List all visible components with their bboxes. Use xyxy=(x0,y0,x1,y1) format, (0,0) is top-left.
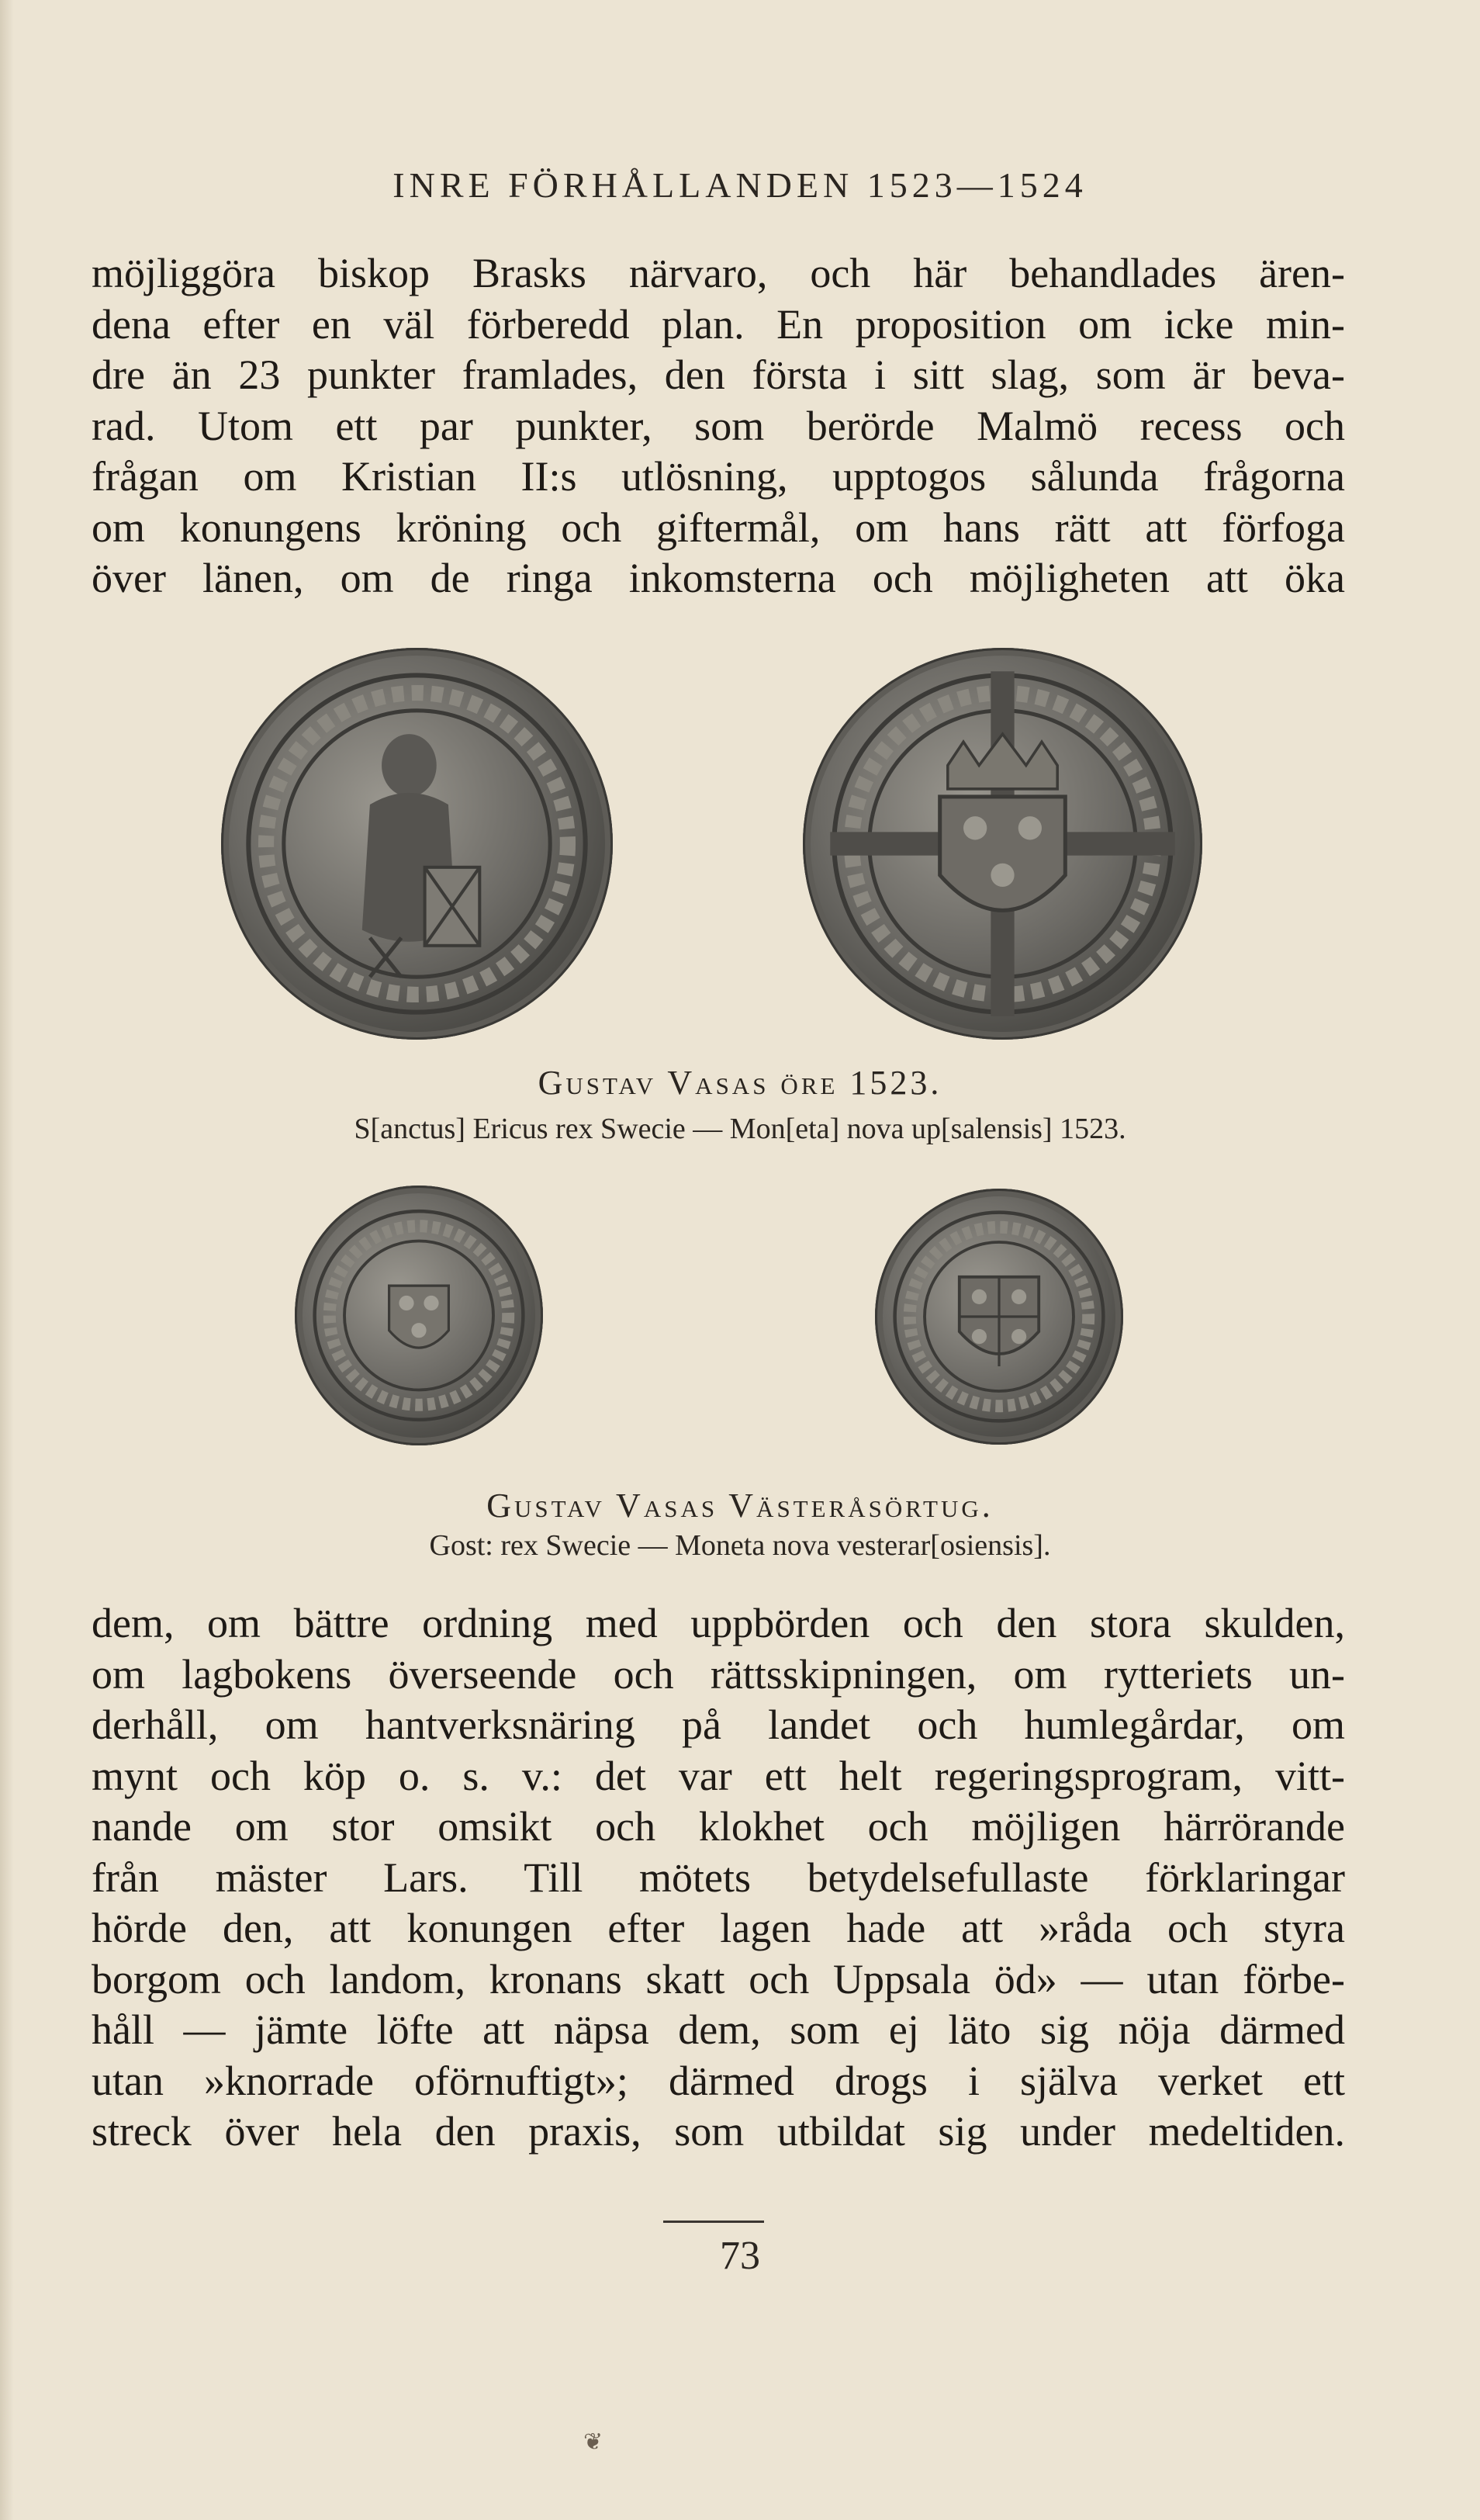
text-line: över länen, om de ringa inkomsterna och möjligheten att öka xyxy=(92,555,1345,601)
coin-ore-obverse-image xyxy=(221,648,613,1040)
text-line: om konungens kröning och giftermål, om hans rätt att förfoga xyxy=(92,504,1345,551)
text-line: frågan om Kristian II:s utlösning, upptogos sålunda frågorna xyxy=(92,453,1345,500)
text-line: nande om stor omsikt och klokhet och möjligen härrörande xyxy=(92,1803,1345,1850)
text-line: derhåll, om hantverksnäring på landet och humlegårdar, om xyxy=(92,1701,1345,1748)
paragraph-1 xyxy=(92,248,1345,604)
figure-2-title xyxy=(0,1486,1480,1525)
page-number: 73 xyxy=(720,2234,760,2278)
text-line: möjliggöra biskop Brasks närvaro, och här behandlades ären- xyxy=(92,250,1345,296)
figure-2-subtitle: Gost: rex Swecie — Moneta nova vesterar[osiensis]. xyxy=(429,1529,1051,1562)
ink-mark-icon: ❦ xyxy=(583,2429,603,2455)
text-line: håll — jämte löfte att näpsa dem, som ej läto sig nöja därmed xyxy=(92,2006,1345,2053)
text-line: dena efter en väl förberedd plan. En proposition om icke min- xyxy=(92,300,1345,348)
text-line: streck över hela den praxis, som utbildat sig under medeltiden. xyxy=(92,2108,1345,2155)
text-line: dem, om bättre ordning med uppbörden och den stora skulden, xyxy=(92,1600,1345,1646)
text-line: från mäster Lars. Till mötets betydelsefullaste förklaringar xyxy=(92,1854,1345,1901)
text-line: utan »knorrade oförnuftigt»; därmed drogs i själva verket ett xyxy=(92,2057,1345,2104)
text-line: hörde den, att konungen efter lagen hade att »råda och styra xyxy=(92,1905,1345,1951)
folio-rule xyxy=(663,2221,764,2223)
text-line: borgom och landom, kronans skatt och Uppsala öd» — utan förbe- xyxy=(92,1955,1345,2002)
text-line: om lagbokens överseende och rättsskipningen, om rytteriets un- xyxy=(92,1650,1345,1698)
figure-1-title-text: Gustav Vasas öre 1523. xyxy=(538,1064,942,1102)
text-line: rad. Utom ett par punkter, som berörde Malmö recess och xyxy=(92,402,1345,449)
coin-ore-reverse-image xyxy=(803,648,1202,1040)
text-line: mynt och köp o. s. v.: det var ett helt regeringsprogram, vitt- xyxy=(92,1752,1345,1799)
running-head: INRE FÖRHÅLLANDEN 1523—1524 xyxy=(392,165,1088,205)
figure-2-title-text: Gustav Vasas Västeråsörtug. xyxy=(486,1487,994,1525)
paragraph-2 xyxy=(92,1598,1345,2158)
page-edge xyxy=(0,0,14,2520)
figure-1-title xyxy=(0,1063,1480,1102)
coin-ortug-reverse-image xyxy=(875,1189,1123,1445)
coin-ortug-obverse-image xyxy=(295,1186,543,1445)
text-line: dre än 23 punkter framlades, den första i sitt slag, som är beva- xyxy=(92,351,1345,398)
figure-1-subtitle: S[anctus] Ericus rex Swecie — Mon[eta] nova up[salensis] 1523. xyxy=(354,1113,1126,1145)
